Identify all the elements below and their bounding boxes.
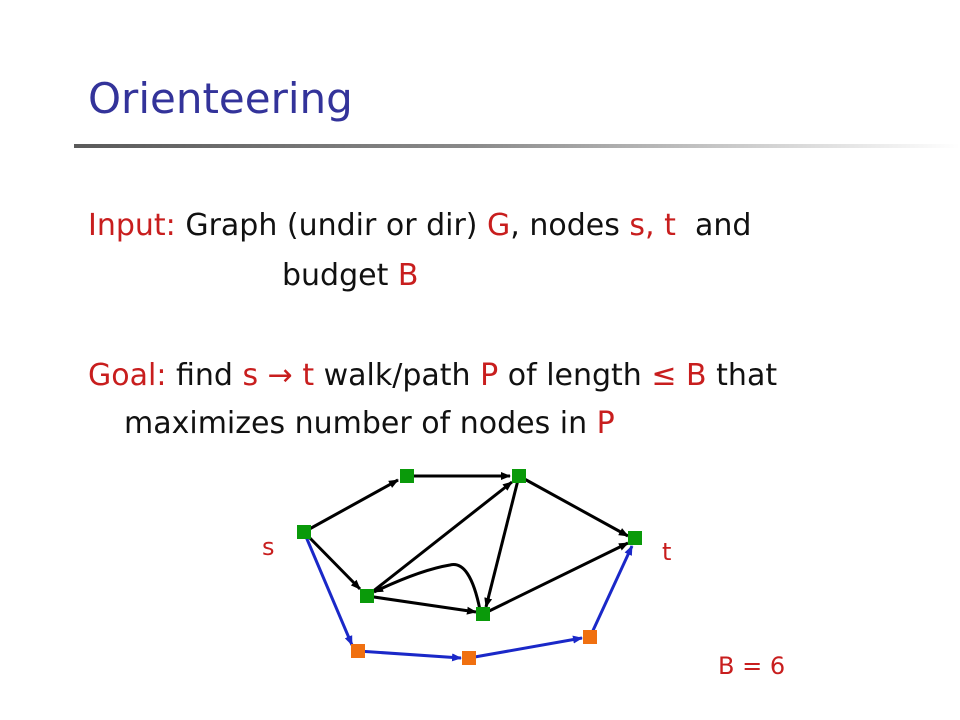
edge-s-to-top-left [304, 480, 398, 532]
input-text-1: Graph (undir or dir) [175, 208, 488, 243]
input-text-4: budget [282, 258, 398, 293]
goal-p2-symbol: P [596, 406, 615, 441]
node-mid-left [360, 589, 374, 603]
path-edge-s-to-o1 [304, 532, 352, 645]
edge-mid-left-to-mid-bottom [367, 596, 476, 612]
node-path-3 [583, 630, 597, 644]
slide-title: Orienteering [88, 74, 353, 123]
goal-arrow: → [258, 358, 303, 393]
orange-nodes [351, 630, 597, 665]
goal-label: Goal: [88, 358, 167, 393]
input-st-symbols: s, t [629, 208, 676, 243]
goal-b-symbol: B [676, 358, 707, 393]
input-text-3: and [675, 208, 752, 243]
edge-s-to-mid-left [304, 532, 360, 589]
input-graph-symbol: G [487, 208, 511, 243]
goal-p-symbol: P [480, 358, 499, 393]
path-edge-o2-to-o3 [469, 638, 582, 658]
input-budget-symbol: B [397, 258, 419, 293]
node-mid-bottom [476, 607, 490, 621]
node-label-t: t [662, 538, 672, 566]
goal-leq-symbol: ≤ [651, 358, 677, 393]
node-label-s: s [262, 533, 275, 561]
node-s [297, 525, 311, 539]
goal-text-3: of length [498, 358, 652, 393]
node-top-left [400, 469, 414, 483]
input-text-2: , nodes [510, 208, 630, 243]
goal-text-1: find [166, 358, 243, 393]
budget-label: B = 6 [718, 652, 786, 680]
goal-text-2: walk/path [314, 358, 481, 393]
path-edge-o1-to-o2 [358, 651, 461, 658]
edge-top-right-to-t [519, 476, 628, 536]
node-path-1 [351, 644, 365, 658]
edge-mid-bottom-curve-to-mid-left [374, 565, 480, 610]
green-nodes [297, 469, 642, 621]
blue-path-edges [304, 532, 632, 658]
node-top-right [512, 469, 526, 483]
edge-mid-left-to-top-right [367, 482, 512, 596]
node-t [628, 531, 642, 545]
goal-text-4: that [706, 358, 778, 393]
goal-s-symbol: s [242, 358, 259, 393]
node-path-2 [462, 651, 476, 665]
black-edges [304, 476, 628, 614]
goal-t-symbol: t [302, 358, 315, 393]
goal-text-5: maximizes number of nodes in [124, 406, 597, 441]
input-label: Input: [88, 208, 176, 243]
edge-top-right-to-mid-bottom [486, 476, 519, 607]
